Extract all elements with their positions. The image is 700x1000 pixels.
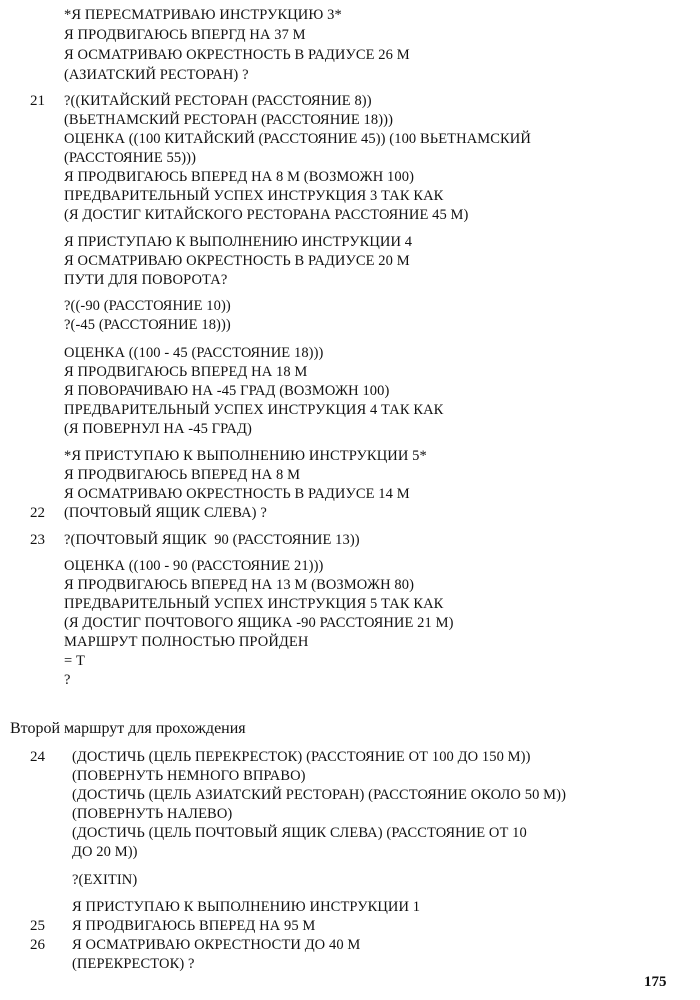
code-line: Я ПРОДВИГАЮСЬ ВПЕРГД НА 37 М: [64, 27, 306, 43]
code-line: *Я ПРИСТУПАЮ К ВЫПОЛНЕНИЮ ИНСТРУКЦИИ 5*: [64, 448, 427, 464]
line-number: 26: [30, 937, 45, 953]
code-line: ОЦЕНКА ((100 - 90 (РАССТОЯНИЕ 21))): [64, 558, 324, 574]
code-line: МАРШРУТ ПОЛНОСТЬЮ ПРОЙДЕН: [64, 634, 309, 650]
code-line: ПРЕДВАРИТЕЛЬНЫЙ УСПЕХ ИНСТРУКЦИЯ 4 ТАК КАК: [64, 402, 444, 418]
line-number: 22: [30, 505, 45, 521]
code-line: (ДОСТИЧЬ (ЦЕЛЬ ПОЧТОВЫЙ ЯЩИК СЛЕВА) (РАССТОЯНИЕ ОТ 10: [72, 825, 527, 841]
code-line: (Я ДОСТИГ КИТАЙСКОГО РЕСТОРАНА РАССТОЯНИЕ 45 М): [64, 207, 469, 223]
code-line: Я ОСМАТРИВАЮ ОКРЕСТНОСТЬ В РАДИУСЕ 14 М: [64, 486, 410, 502]
code-line: Я ПРОДВИГАЮСЬ ВПЕРЕД НА 13 М (ВОЗМОЖН 80): [64, 577, 414, 593]
code-line: Я ПРИСТУПАЮ К ВЫПОЛНЕНИЮ ИНСТРУКЦИИ 4: [64, 234, 413, 250]
code-line: = Т: [64, 653, 85, 669]
line-number: 21: [30, 93, 45, 109]
code-line: (ВЬЕТНАМСКИЙ РЕСТОРАН (РАССТОЯНИЕ 18))): [64, 112, 394, 128]
code-line: *Я ПЕРЕСМАТРИВАЮ ИНСТРУКЦИЮ 3*: [64, 7, 342, 23]
code-line: (Я ПОВЕРНУЛ НА -45 ГРАД): [64, 421, 252, 437]
code-line: ОЦЕНКА ((100 - 45 (РАССТОЯНИЕ 18))): [64, 345, 324, 361]
line-number: 25: [30, 918, 45, 934]
code-line: Я ПРОДВИГАЮСЬ ВПЕРЕД НА 8 М (ВОЗМОЖН 100): [64, 169, 414, 185]
code-line: Я ПРОДВИГАЮСЬ ВПЕРЕД НА 95 М: [72, 918, 316, 934]
code-line: (АЗИАТСКИЙ РЕСТОРАН) ?: [64, 67, 249, 83]
code-line: Я ПОВОРАЧИВАЮ НА -45 ГРАД (ВОЗМОЖН 100): [64, 383, 390, 399]
code-line: ДО 20 М)): [72, 844, 138, 860]
section-heading: Второй маршрут для прохождения: [10, 720, 246, 737]
code-line: ?((КИТАЙСКИЙ РЕСТОРАН (РАССТОЯНИЕ 8)): [64, 93, 372, 109]
code-line: ПРЕДВАРИТЕЛЬНЫЙ УСПЕХ ИНСТРУКЦИЯ 3 ТАК КАК: [64, 188, 444, 204]
page-number: 175: [644, 974, 667, 990]
code-line: Я ПРОДВИГАЮСЬ ВПЕРЕД НА 18 М: [64, 364, 308, 380]
code-line: Я ОСМАТРИВАЮ ОКРЕСТНОСТЬ В РАДИУСЕ 26 М: [64, 47, 410, 63]
code-line: (ПОЧТОВЫЙ ЯЩИК СЛЕВА) ?: [64, 505, 267, 521]
code-line: ?(ПОЧТОВЫЙ ЯЩИК 90 (РАССТОЯНИЕ 13)): [64, 532, 360, 548]
code-line: (ДОСТИЧЬ (ЦЕЛЬ ПЕРЕКРЕСТОК) (РАССТОЯНИЕ ОТ 100 ДО 150 М)): [72, 749, 531, 765]
code-line: (ПОВЕРНУТЬ НЕМНОГО ВПРАВО): [72, 768, 306, 784]
code-line: Я ПРИСТУПАЮ К ВЫПОЛНЕНИЮ ИНСТРУКЦИИ 1: [72, 899, 421, 915]
code-line: ПУТИ ДЛЯ ПОВОРОТА?: [64, 272, 228, 288]
code-line: ?(EXITIN): [72, 872, 138, 888]
code-line: (ПЕРЕКРЕСТОК) ?: [72, 956, 195, 972]
code-line: ?(-45 (РАССТОЯНИЕ 18))): [64, 317, 231, 333]
code-line: (ДОСТИЧЬ (ЦЕЛЬ АЗИАТСКИЙ РЕСТОРАН) (РАССТОЯНИЕ ОКОЛО 50 М)): [72, 787, 567, 803]
code-line: (Я ДОСТИГ ПОЧТОВОГО ЯЩИКА -90 РАССТОЯНИЕ 21 М): [64, 615, 454, 631]
code-line: (ПОВЕРНУТЬ НАЛЕВО): [72, 806, 233, 822]
code-line: (РАССТОЯНИЕ 55))): [64, 150, 197, 166]
code-line: Я ПРОДВИГАЮСЬ ВПЕРЕД НА 8 М: [64, 467, 301, 483]
code-line: ?((-90 (РАССТОЯНИЕ 10)): [64, 298, 231, 314]
line-number: 24: [30, 749, 45, 765]
code-line: Я ОСМАТРИВАЮ ОКРЕСТНОСТЬ В РАДИУСЕ 20 М: [64, 253, 410, 269]
code-line: ПРЕДВАРИТЕЛЬНЫЙ УСПЕХ ИНСТРУКЦИЯ 5 ТАК КАК: [64, 596, 444, 612]
code-line: Я ОСМАТРИВАЮ ОКРЕСТНОСТИ ДО 40 М: [72, 937, 361, 953]
code-line: ОЦЕНКА ((100 КИТАЙСКИЙ (РАССТОЯНИЕ 45)) (100 ВЬЕТНАМСКИЙ: [64, 131, 531, 147]
line-number: 23: [30, 532, 45, 548]
code-line: ?: [64, 672, 71, 688]
